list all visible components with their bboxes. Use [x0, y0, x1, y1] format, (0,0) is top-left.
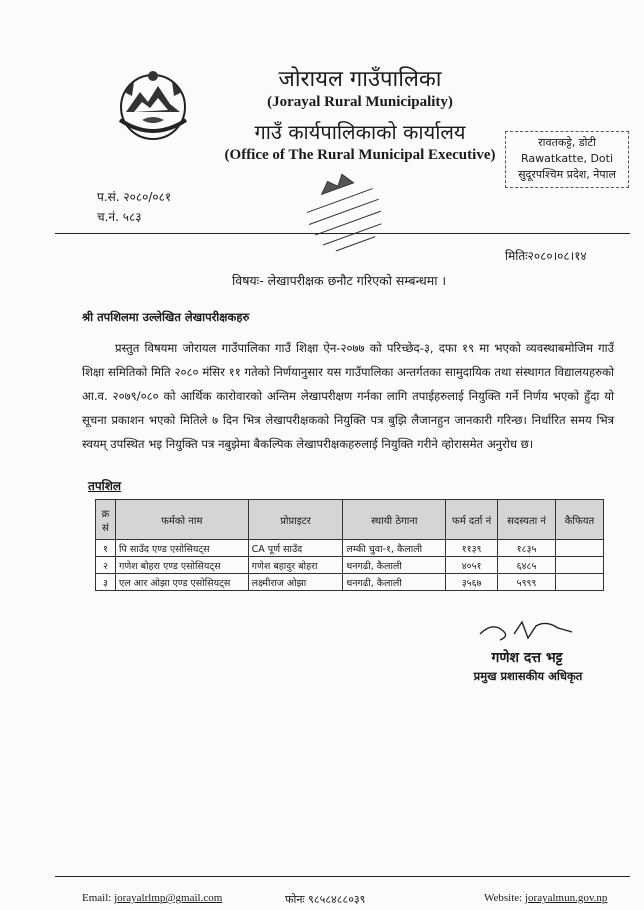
header-divider	[55, 233, 630, 234]
cell: पि साउँद एण्ड एसोसियट्स	[115, 540, 248, 557]
cell: ५९९९	[498, 574, 556, 591]
signatory-designation: प्रमुख प्रशासकीय अधिकृत	[473, 669, 583, 683]
cell: धनगढी, कैलाली	[343, 557, 446, 574]
address-line: सुदूरपश्चिम प्रदेश, नेपाल	[518, 168, 616, 181]
footer-website	[484, 892, 607, 904]
col-header-sn: क्र सं	[96, 500, 116, 540]
address-box	[505, 131, 629, 188]
cell	[555, 540, 603, 557]
website-link[interactable]: jorayalmun.gov.np	[524, 892, 608, 904]
cell: गणेश बोहरा एण्ड एसोसियट्स	[115, 557, 248, 574]
cell: लम्की चुवा-१, कैलाली	[343, 540, 446, 557]
table-row	[96, 557, 604, 574]
office-name-np: गाउँ कार्यपालिकाको कार्यालय	[254, 120, 466, 144]
details-heading: तपशिल	[88, 479, 122, 493]
cell: CA पूर्ण साउँद	[248, 540, 343, 557]
footer-email	[82, 892, 222, 904]
col-header-address: स्थायी ठेगाना	[343, 500, 446, 540]
cell: ३५६७	[446, 574, 498, 591]
municipality-name-np: जोरायल गाउँपालिका	[278, 67, 442, 92]
cell: १	[96, 540, 116, 557]
address-line: रावतकट्टे, डोटी	[538, 136, 596, 149]
footer-phone: फोनः ९८५८४८८०३९	[285, 893, 366, 906]
col-header-firm-reg: फर्म दर्ता नं	[446, 500, 498, 540]
office-name-en: (Office of The Rural Municipal Executive)	[224, 147, 496, 163]
cell: ४०५१	[446, 557, 498, 574]
cell: २	[96, 557, 116, 574]
email-link[interactable]: jorayalrlmp@gmail.com	[114, 892, 223, 904]
col-header-remarks: कैफियत	[555, 500, 603, 540]
cell: लक्ष्मीराज ओझा	[248, 574, 343, 591]
nepal-emblem-logo	[112, 62, 194, 144]
table-header-row	[96, 500, 604, 540]
letter-body: प्रस्तुत विषयमा जोरायल गाउँपालिका गाउँ शिक्षा ऐन-२०७७ को परिच्छेद-३, दफा १९ मा भएको व्यवस्थाबमोजिम गाउँ शिक्षा समितिको मिति २०८० मंसिर ११ गतेको निर्णयानुसार यस गाउँपालिका अन्तर्गतका सामुदायिक तथा संस्थागत विद्यालयहरुको आ.व. २०७९/०८० को आर्थिक कारोवारको अन्तिम लेखापरीक्षण गर्नका लागि तपाईहरुलाई नियुक्ति गर्ने निर्णय भएको हुँदा यो सूचना प्रकाशन भएको मितिले ७ दिन भित्र लेखापरीक्षकको नियुक्ति पत्र बुझि लैजानहुन जानकारी गरिन्छ। निर्धारित समय भित्र स्वयम् उपस्थित भइ नियुक्ति पत्र नबुझेमा बैकल्पिक लेखापरीक्षकहरुलाई नियुक्ति गरीने व्होरासमेत अनुरोध छ।	[82, 341, 614, 451]
col-header-membership: सदस्यता नं	[498, 500, 556, 540]
letter-subject: विषयः- लेखापरीक्षक छनौट गरिएको सम्बन्धमा ।	[232, 273, 447, 288]
cell: १८३५	[498, 540, 556, 557]
address-line: Rawatkatte, Doti	[520, 152, 614, 165]
cell: ६४८५	[498, 557, 556, 574]
col-header-proprietor: प्रोप्राइटर	[248, 500, 343, 540]
official-stamp	[300, 170, 388, 260]
auditor-table	[95, 499, 604, 591]
cell: ११३९	[446, 540, 498, 557]
footer-divider	[55, 876, 630, 877]
cell: गणेश बहादुर बोहरा	[248, 557, 343, 574]
col-header-firm: फर्मको नाम	[115, 500, 248, 540]
website-label: Website:	[484, 892, 523, 904]
email-label: Email:	[82, 892, 112, 904]
signatory-name: गणेश दत्त भट्ट	[491, 650, 563, 666]
recipient-line: श्री तपशिलमा उल्लेखित लेखापरीक्षकहरु	[82, 310, 250, 324]
cell: ३	[96, 574, 116, 591]
table-row	[96, 540, 604, 557]
cell	[555, 574, 603, 591]
cell: धनगढी, कैलाली	[343, 574, 446, 591]
municipality-name-en: (Jorayal Rural Municipality)	[267, 94, 453, 110]
table-row	[96, 574, 604, 591]
cell	[555, 557, 603, 574]
cell: एल आर ओझा एण्ड एसोसियट्स	[115, 574, 248, 591]
chalani-number: च.नं. ५८३	[97, 210, 142, 224]
reference-numbers	[97, 188, 171, 228]
handwritten-signature	[462, 612, 580, 648]
letter-date: मितिः२०८०।०८।१४	[505, 249, 587, 263]
patra-sankhya: प.सं. २०८०/०८१	[97, 190, 172, 204]
